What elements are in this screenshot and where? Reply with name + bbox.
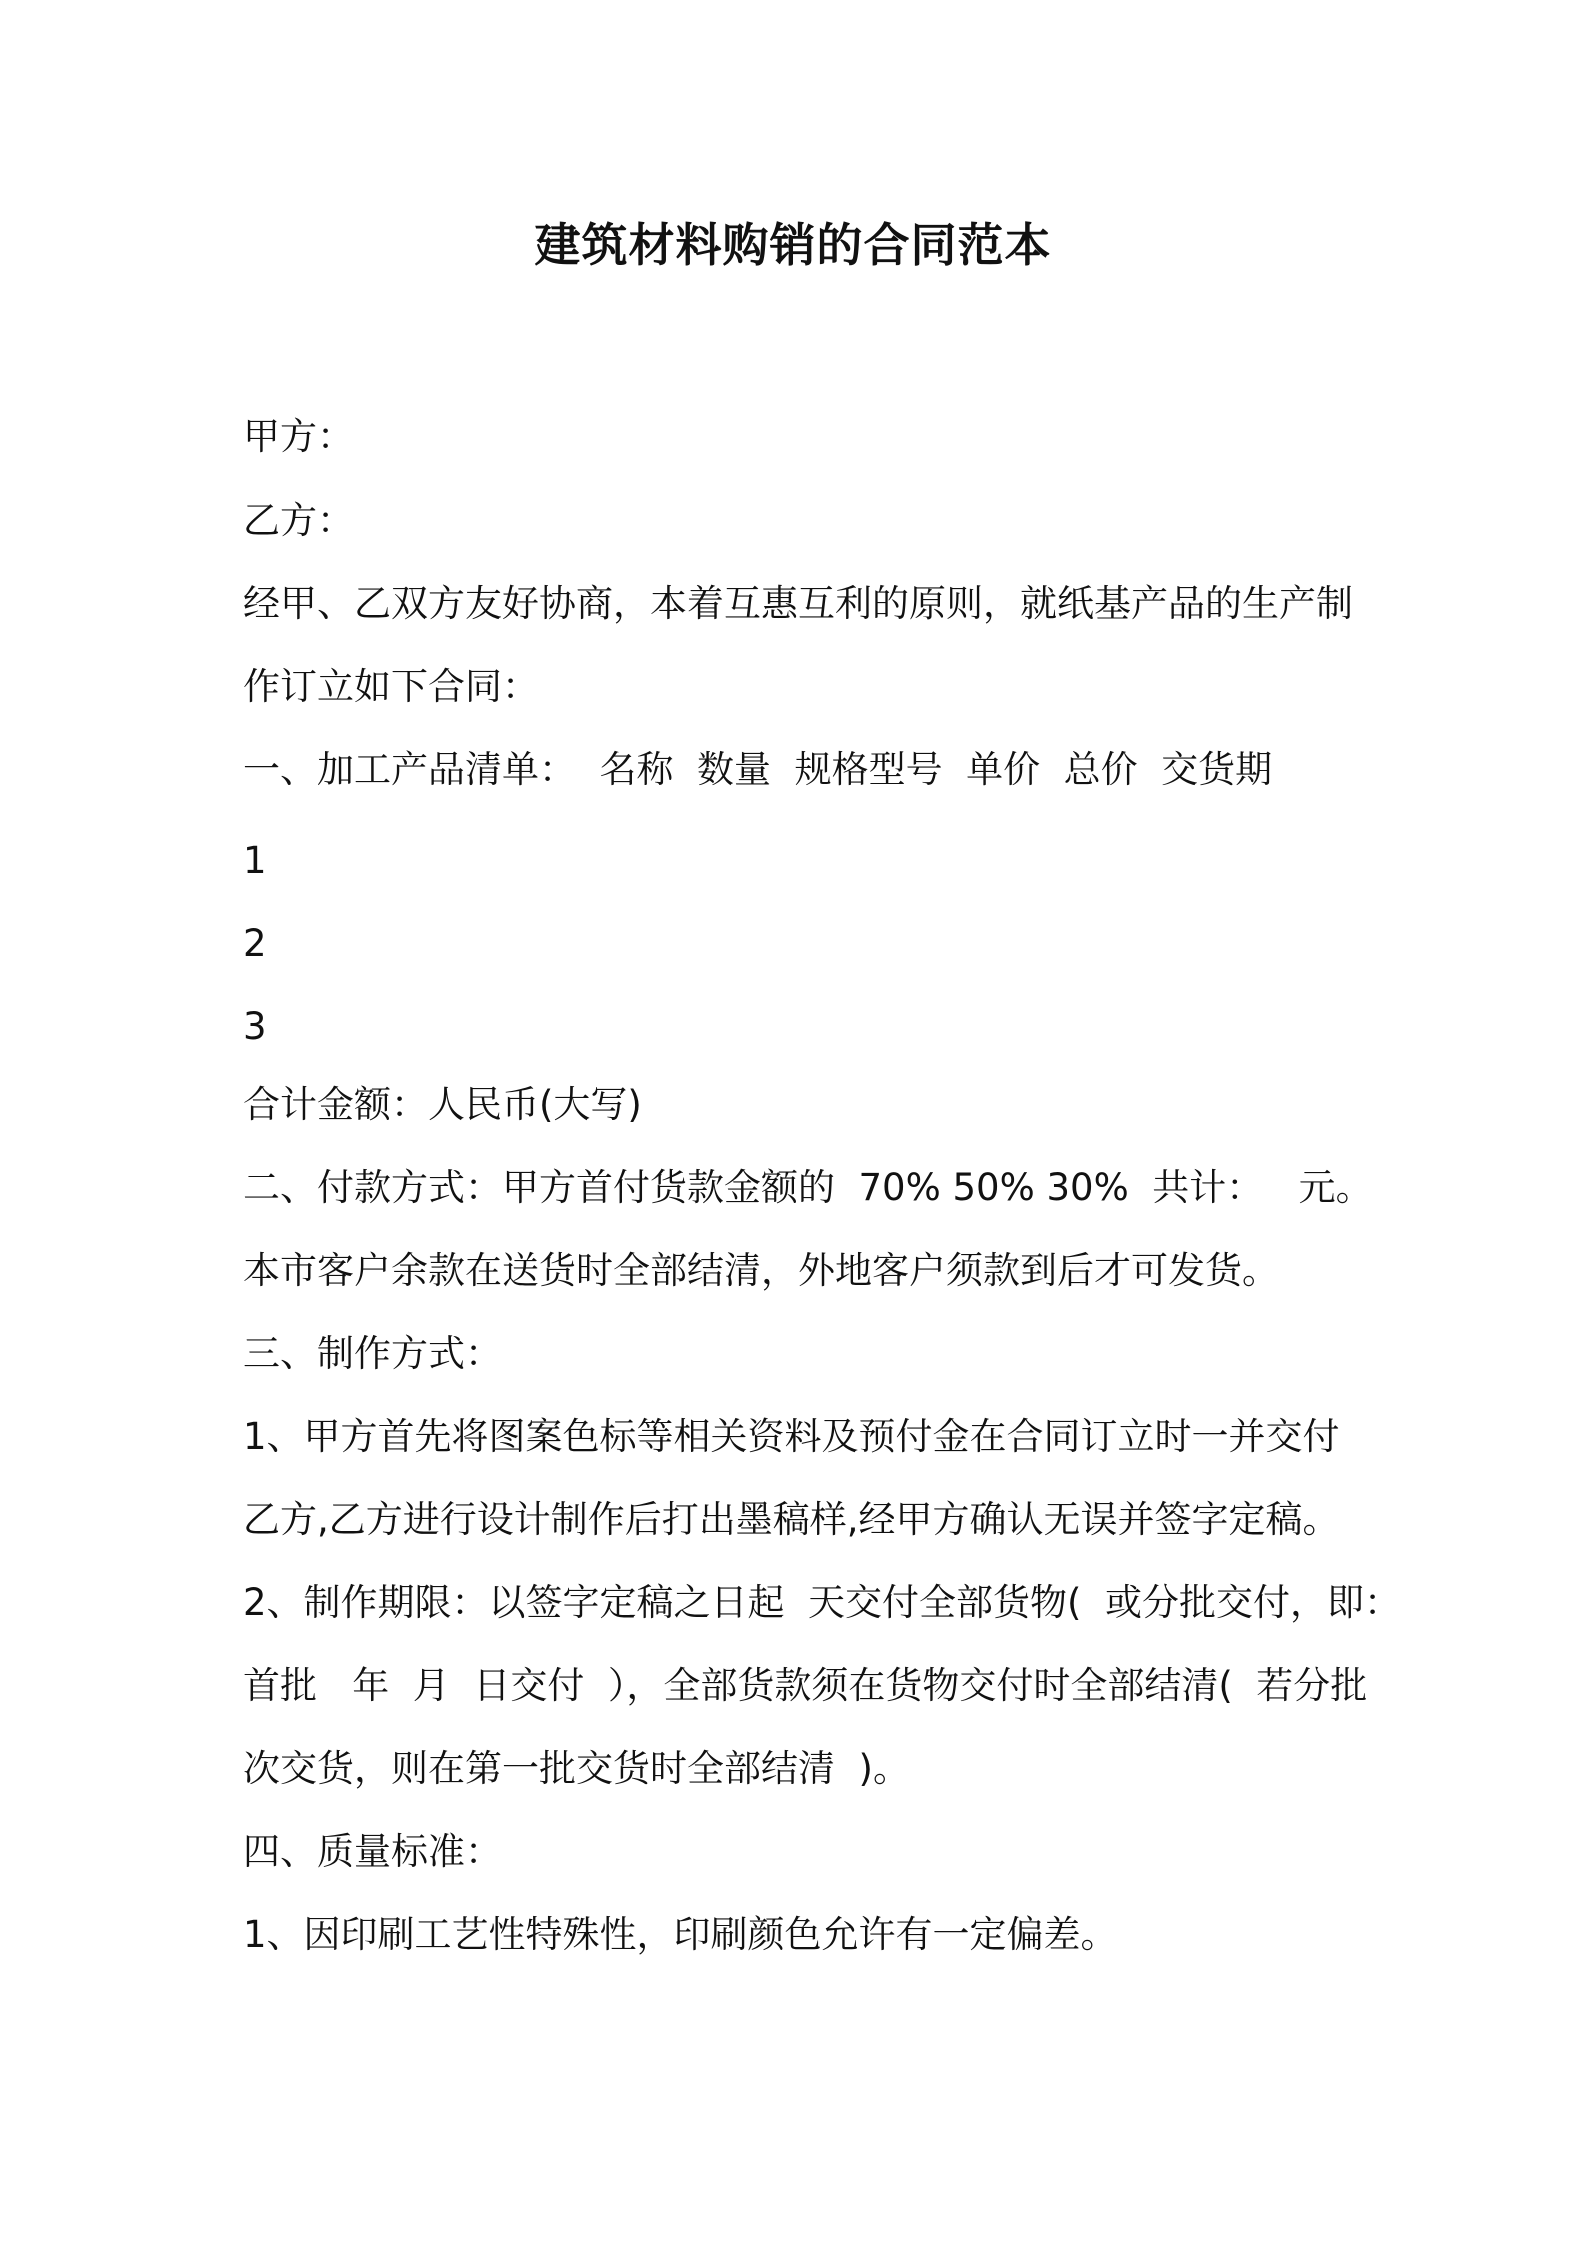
section-3-item-2c: 次交货，则在第一批交货时全部结清 )。	[243, 1747, 910, 1790]
section-4-heading: 四、质量标准：	[243, 1830, 502, 1873]
payment-detail: 本市客户余款在送货时全部结清，外地客户须款到后才可发货。	[243, 1249, 1279, 1292]
section-1-heading: 一、加工产品清单： 名称 数量 规格型号 单价 总价 交货期	[243, 748, 1273, 791]
section-3-heading: 三、制作方式：	[243, 1332, 502, 1375]
section-3-item-1a: 1、甲方首先将图案色标等相关资料及预付金在合同订立时一并交付	[243, 1415, 1340, 1458]
section-3-item-2a: 2、制作期限：以签字定稿之日起 天交付全部货物( 或分批交付，即：	[243, 1581, 1402, 1624]
preamble-line-1: 经甲、乙双方友好协商，本着互惠互利的原则，就纸基产品的生产制	[243, 582, 1353, 625]
product-row-2: 2	[243, 922, 267, 965]
section-3-item-1b: 乙方,乙方进行设计制作后打出墨稿样,经甲方确认无误并签字定稿。	[243, 1498, 1340, 1541]
party-b-line: 乙方：	[243, 499, 354, 542]
product-row-1: 1	[243, 839, 267, 882]
section-3-item-2b: 首批 年 月 日交付 ），全部货款须在货物交付时全部结清( 若分批	[243, 1664, 1368, 1707]
preamble-line-2: 作订立如下合同：	[243, 665, 539, 708]
total-amount-line: 合计金额：人民币(大写)	[243, 1083, 642, 1126]
product-row-3: 3	[243, 1005, 267, 1048]
document-title: 建筑材料购销的合同范本	[534, 218, 1052, 272]
section-4-item-1: 1、因印刷工艺性特殊性，印刷颜色允许有一定偏差。	[243, 1913, 1118, 1956]
party-a-line: 甲方：	[243, 415, 354, 458]
section-2-payment: 二、付款方式：甲方首付货款金额的 70% 50% 30% 共计： 元。	[243, 1166, 1373, 1209]
